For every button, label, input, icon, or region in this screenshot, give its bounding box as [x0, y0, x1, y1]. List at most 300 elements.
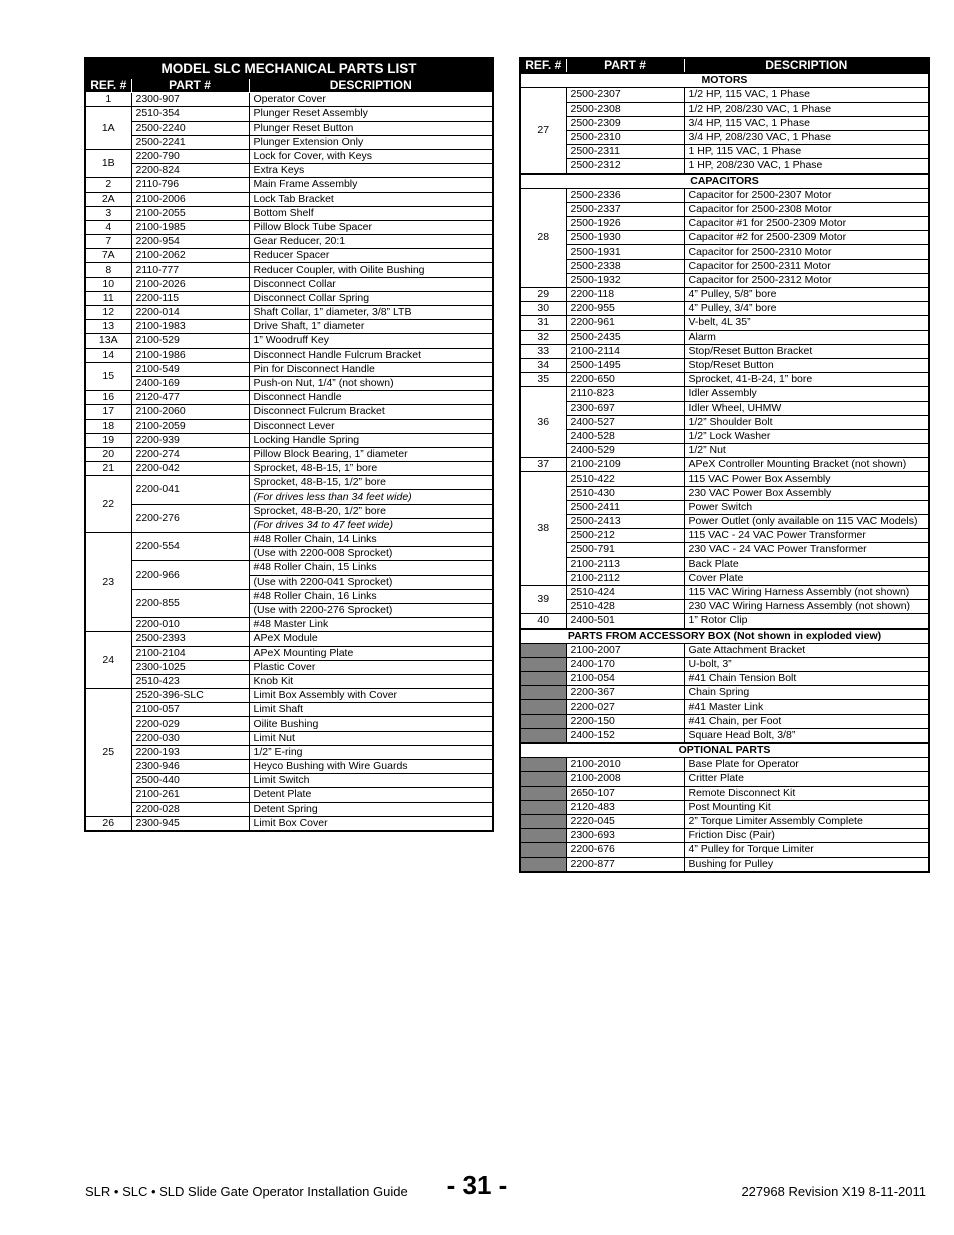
section-title: OPTIONAL PARTS — [520, 743, 929, 758]
table-row — [85, 249, 493, 263]
part-number: 2510-428 — [566, 600, 684, 614]
part-number: 2500-1931 — [566, 245, 684, 259]
table-row — [85, 306, 493, 320]
part-description: 1” Woodruff Key — [249, 334, 493, 348]
part-description: Sprocket, 48-B-15, 1” bore — [249, 462, 493, 476]
part-number: 2510-354 — [131, 107, 249, 121]
right-parts-table — [519, 57, 930, 873]
part-description: Stop/Reset Button — [684, 358, 929, 372]
page-number: - 31 - — [446, 1170, 508, 1200]
table-row — [520, 529, 929, 543]
part-description: Heyco Bushing with Wire Guards — [249, 760, 493, 774]
table-row — [85, 745, 493, 759]
part-description: 3/4 HP, 208/230 VAC, 1 Phase — [684, 130, 929, 144]
table-row — [520, 429, 929, 443]
part-description: 1/2” Shoulder Bolt — [684, 415, 929, 429]
part-number: 2500-2337 — [566, 202, 684, 216]
section-row — [520, 629, 929, 644]
part-number: 2100-2010 — [566, 758, 684, 772]
table-row — [520, 758, 929, 772]
ref-cell: 15 — [85, 362, 131, 390]
table-row — [85, 802, 493, 816]
table-row — [520, 116, 929, 130]
table-row — [520, 515, 929, 529]
table-row — [520, 373, 929, 387]
table-row — [520, 273, 929, 287]
table-row — [85, 263, 493, 277]
table-row — [85, 348, 493, 362]
table-row — [85, 433, 493, 447]
part-number: 2500-440 — [131, 774, 249, 788]
part-description: APeX Mounting Plate — [249, 646, 493, 660]
part-number: 2200-010 — [131, 618, 249, 632]
part-description: 1/2 HP, 208/230 VAC, 1 Phase — [684, 102, 929, 116]
table-row — [85, 164, 493, 178]
ref-cell-blank — [520, 843, 566, 857]
part-description: Lock Tab Bracket — [249, 192, 493, 206]
header-ref: REF. # — [85, 79, 131, 93]
part-number: 2200-118 — [566, 288, 684, 302]
part-description: 115 VAC Wiring Harness Assembly (not shown) — [684, 585, 929, 599]
part-number: 2100-2059 — [131, 419, 249, 433]
ref-cell: 40 — [520, 614, 566, 629]
table-row — [85, 291, 493, 305]
part-description: Limit Nut — [249, 731, 493, 745]
header-part: PART # — [131, 79, 249, 93]
table-row — [520, 472, 929, 486]
table-row — [85, 334, 493, 348]
ref-cell: 34 — [520, 358, 566, 372]
part-description: Capacitor for 2500-2307 Motor — [684, 188, 929, 202]
header-part: PART # — [566, 58, 684, 73]
ref-cell: 4 — [85, 220, 131, 234]
ref-cell: 39 — [520, 585, 566, 613]
table-row — [520, 786, 929, 800]
part-description: Bottom Shelf — [249, 206, 493, 220]
part-description: Lock for Cover, with Keys — [249, 149, 493, 163]
part-description: Detent Plate — [249, 788, 493, 802]
part-number: 2650-107 — [566, 786, 684, 800]
part-description: U-bolt, 3” — [684, 657, 929, 671]
ref-cell: 10 — [85, 277, 131, 291]
part-number: 2500-2311 — [566, 145, 684, 159]
part-number: 2200-276 — [131, 504, 249, 532]
part-number: 2200-027 — [566, 700, 684, 714]
part-description: 1 HP, 115 VAC, 1 Phase — [684, 145, 929, 159]
part-description: #41 Chain, per Foot — [684, 714, 929, 728]
table-row — [520, 316, 929, 330]
table-row — [520, 571, 929, 585]
part-number: 2200-367 — [566, 686, 684, 700]
table-row — [520, 800, 929, 814]
part-description: Oilite Bushing — [249, 717, 493, 731]
part-number: 2520-396-SLC — [131, 689, 249, 703]
part-number: 2500-2310 — [566, 130, 684, 144]
ref-cell: 25 — [85, 689, 131, 817]
table-row — [520, 330, 929, 344]
part-number: 2500-2307 — [566, 88, 684, 102]
part-number: 2100-2008 — [566, 772, 684, 786]
table-row — [85, 93, 493, 107]
table-row — [520, 600, 929, 614]
part-description: Pillow Block Tube Spacer — [249, 220, 493, 234]
part-description: Detent Spring — [249, 802, 493, 816]
ref-cell-blank — [520, 700, 566, 714]
part-number: 2200-193 — [131, 745, 249, 759]
table-row — [520, 557, 929, 571]
part-number: 2200-041 — [131, 476, 249, 504]
table-row — [520, 401, 929, 415]
table-row — [520, 387, 929, 401]
ref-cell: 26 — [85, 816, 131, 831]
table-row — [85, 447, 493, 461]
part-description: 1/2 HP, 115 VAC, 1 Phase — [684, 88, 929, 102]
part-description: #41 Chain Tension Bolt — [684, 672, 929, 686]
table-row — [85, 121, 493, 135]
table-row — [85, 618, 493, 632]
part-number: 2500-2393 — [131, 632, 249, 646]
part-number: 2200-650 — [566, 373, 684, 387]
part-number: 2200-877 — [566, 857, 684, 872]
part-number: 2100-057 — [131, 703, 249, 717]
part-description: 230 VAC Power Box Assembly — [684, 486, 929, 500]
part-description: Knob Kit — [249, 674, 493, 688]
part-description: 3/4 HP, 115 VAC, 1 Phase — [684, 116, 929, 130]
part-number: 2100-529 — [131, 334, 249, 348]
part-description: Post Mounting Kit — [684, 800, 929, 814]
part-number: 2300-907 — [131, 93, 249, 107]
part-description: #48 Master Link — [249, 618, 493, 632]
ref-cell: 7A — [85, 249, 131, 263]
part-number: 2200-029 — [131, 717, 249, 731]
part-description: Critter Plate — [684, 772, 929, 786]
ref-cell: 17 — [85, 405, 131, 419]
part-description: Locking Handle Spring — [249, 433, 493, 447]
part-number: 2100-054 — [566, 672, 684, 686]
footer-revision: 227968 Revision X19 8-11-2011 — [741, 1184, 926, 1199]
part-number: 2200-824 — [131, 164, 249, 178]
part-description: #48 Roller Chain, 16 Links — [249, 589, 493, 603]
part-number: 2220-045 — [566, 814, 684, 828]
part-description: Reducer Coupler, with Oilite Bushing — [249, 263, 493, 277]
part-description: Limit Box Assembly with Cover — [249, 689, 493, 703]
table-row — [520, 686, 929, 700]
table-row — [520, 643, 929, 657]
part-description: Disconnect Collar Spring — [249, 291, 493, 305]
part-description: 1/2” E-ring — [249, 745, 493, 759]
ref-cell-blank — [520, 714, 566, 728]
table-title-row — [85, 58, 493, 79]
part-number: 2100-2060 — [131, 405, 249, 419]
table-row — [520, 102, 929, 116]
table-row — [520, 728, 929, 743]
ref-cell: 19 — [85, 433, 131, 447]
table-row — [520, 358, 929, 372]
part-description: APeX Controller Mounting Bracket (not shown) — [684, 458, 929, 472]
table-row — [520, 500, 929, 514]
table-row — [520, 829, 929, 843]
table-row — [85, 689, 493, 703]
part-number: 2100-2113 — [566, 557, 684, 571]
header-row — [520, 58, 929, 73]
part-number: 2400-529 — [566, 444, 684, 458]
table-row — [520, 543, 929, 557]
header-row — [85, 79, 493, 93]
part-description: 115 VAC Power Box Assembly — [684, 472, 929, 486]
part-number: 2100-549 — [131, 362, 249, 376]
ref-cell: 20 — [85, 447, 131, 461]
part-number: 2300-697 — [566, 401, 684, 415]
part-description: Sprocket, 48-B-20, 1/2” bore — [249, 504, 493, 518]
part-description: Plunger Reset Button — [249, 121, 493, 135]
table-row — [520, 145, 929, 159]
table-row — [85, 589, 493, 603]
part-number: 2100-2112 — [566, 571, 684, 585]
ref-cell: 32 — [520, 330, 566, 344]
table-row — [520, 444, 929, 458]
table-row — [520, 857, 929, 872]
part-number: 2500-2240 — [131, 121, 249, 135]
table-row — [85, 391, 493, 405]
part-number: 2400-528 — [566, 429, 684, 443]
table-row — [85, 376, 493, 390]
table-row — [520, 814, 929, 828]
ref-cell: 33 — [520, 344, 566, 358]
ref-cell: 27 — [520, 88, 566, 174]
part-description: Chain Spring — [684, 686, 929, 700]
part-number: 2200-855 — [131, 589, 249, 617]
part-number: 2100-2007 — [566, 643, 684, 657]
table-row — [85, 149, 493, 163]
ref-cell: 3 — [85, 206, 131, 220]
part-description: 1 HP, 208/230 VAC, 1 Phase — [684, 159, 929, 174]
ref-cell: 13A — [85, 334, 131, 348]
part-number: 2510-423 — [131, 674, 249, 688]
part-description: #48 Roller Chain, 14 Links — [249, 533, 493, 547]
part-number: 2500-2413 — [566, 515, 684, 529]
part-number: 2200-939 — [131, 433, 249, 447]
part-number: 2100-2062 — [131, 249, 249, 263]
part-description: Limit Shaft — [249, 703, 493, 717]
ref-cell: 1 — [85, 93, 131, 107]
table-row — [85, 760, 493, 774]
table-row — [85, 419, 493, 433]
part-description: Capacitor #2 for 2500-2309 Motor — [684, 231, 929, 245]
table-row — [520, 714, 929, 728]
part-description: 230 VAC - 24 VAC Power Transformer — [684, 543, 929, 557]
table-row — [85, 476, 493, 490]
table-row — [520, 159, 929, 174]
part-number: 2500-1932 — [566, 273, 684, 287]
part-description: Shaft Collar, 1” diameter, 3/8” LTB — [249, 306, 493, 320]
table-row — [520, 772, 929, 786]
table-row — [520, 231, 929, 245]
table-row — [520, 259, 929, 273]
part-number: 2200-954 — [131, 235, 249, 249]
part-description: Gear Reducer, 20:1 — [249, 235, 493, 249]
table-row — [520, 217, 929, 231]
section-title: CAPACITORS — [520, 174, 929, 189]
part-description: Reducer Spacer — [249, 249, 493, 263]
part-number: 2500-791 — [566, 543, 684, 557]
part-number: 2200-955 — [566, 302, 684, 316]
part-number: 2300-945 — [131, 816, 249, 831]
part-number: 2510-430 — [566, 486, 684, 500]
part-number: 2300-946 — [131, 760, 249, 774]
part-number: 2510-422 — [566, 472, 684, 486]
part-description: Extra Keys — [249, 164, 493, 178]
ref-cell: 18 — [85, 419, 131, 433]
part-description: Drive Shaft, 1” diameter — [249, 320, 493, 334]
part-description: Operator Cover — [249, 93, 493, 107]
part-description: Plunger Extension Only — [249, 135, 493, 149]
part-description: Capacitor for 2500-2310 Motor — [684, 245, 929, 259]
part-description: V-belt, 4L 35” — [684, 316, 929, 330]
ref-cell: 11 — [85, 291, 131, 305]
part-number: 2510-424 — [566, 585, 684, 599]
ref-cell-blank — [520, 758, 566, 772]
part-number: 2100-1983 — [131, 320, 249, 334]
section-row — [520, 174, 929, 189]
part-description: 2” Torque Limiter Assembly Complete — [684, 814, 929, 828]
table-row — [85, 206, 493, 220]
section-row — [520, 73, 929, 88]
part-description: Disconnect Fulcrum Bracket — [249, 405, 493, 419]
part-number: 2200-676 — [566, 843, 684, 857]
table-row — [520, 458, 929, 472]
part-description: APeX Module — [249, 632, 493, 646]
table-row — [85, 788, 493, 802]
part-number: 2200-028 — [131, 802, 249, 816]
part-number: 2500-2241 — [131, 135, 249, 149]
part-description: Capacitor for 2500-2311 Motor — [684, 259, 929, 273]
part-description: Plunger Reset Assembly — [249, 107, 493, 121]
ref-cell: 16 — [85, 391, 131, 405]
table-row — [520, 288, 929, 302]
ref-cell: 2A — [85, 192, 131, 206]
part-description: #41 Master Link — [684, 700, 929, 714]
part-number: 2120-477 — [131, 391, 249, 405]
part-description: Base Plate for Operator — [684, 758, 929, 772]
part-number: 2120-483 — [566, 800, 684, 814]
part-number: 2110-823 — [566, 387, 684, 401]
ref-cell: 12 — [85, 306, 131, 320]
ref-cell: 22 — [85, 476, 131, 533]
table-row — [85, 731, 493, 745]
table-row — [85, 220, 493, 234]
part-description: Limit Box Cover — [249, 816, 493, 831]
part-number: 2100-261 — [131, 788, 249, 802]
part-description: Cover Plate — [684, 571, 929, 585]
part-number: 2100-1985 — [131, 220, 249, 234]
section-row — [520, 743, 929, 758]
part-number: 2110-777 — [131, 263, 249, 277]
part-description: Idler Assembly — [684, 387, 929, 401]
part-number: 2100-2114 — [566, 344, 684, 358]
part-description: Main Frame Assembly — [249, 178, 493, 192]
part-description-note: (Use with 2200-041 Sprocket) — [249, 575, 493, 589]
part-description: Friction Disc (Pair) — [684, 829, 929, 843]
part-number: 2200-030 — [131, 731, 249, 745]
part-description: Remote Disconnect Kit — [684, 786, 929, 800]
table-row — [520, 245, 929, 259]
part-number: 2200-014 — [131, 306, 249, 320]
ref-cell-blank — [520, 728, 566, 743]
table-row — [85, 632, 493, 646]
table-row — [85, 674, 493, 688]
part-number: 2200-274 — [131, 447, 249, 461]
footer-guide-title: SLR • SLC • SLD Slide Gate Operator Installation Guide — [85, 1184, 408, 1199]
part-number: 2200-150 — [566, 714, 684, 728]
part-number: 2400-501 — [566, 614, 684, 629]
table-row — [85, 405, 493, 419]
ref-cell: 35 — [520, 373, 566, 387]
ref-cell: 29 — [520, 288, 566, 302]
part-description-note: (For drives less than 34 feet wide) — [249, 490, 493, 504]
ref-cell: 1B — [85, 149, 131, 177]
part-number: 2200-554 — [131, 533, 249, 561]
part-description: 4” Pulley for Torque Limiter — [684, 843, 929, 857]
part-number: 2200-966 — [131, 561, 249, 589]
table-row — [520, 302, 929, 316]
table-row — [520, 415, 929, 429]
part-description: 115 VAC - 24 VAC Power Transformer — [684, 529, 929, 543]
table-row — [520, 130, 929, 144]
table-row — [520, 188, 929, 202]
part-number: 2500-2308 — [566, 102, 684, 116]
ref-cell-blank — [520, 829, 566, 843]
part-description: 4” Pulley, 3/4” bore — [684, 302, 929, 316]
part-number: 2500-2309 — [566, 116, 684, 130]
part-description: Disconnect Collar — [249, 277, 493, 291]
part-number: 2200-790 — [131, 149, 249, 163]
part-description: Disconnect Handle — [249, 391, 493, 405]
part-number: 2400-527 — [566, 415, 684, 429]
ref-cell-blank — [520, 772, 566, 786]
table-row — [85, 107, 493, 121]
part-description: Plastic Cover — [249, 660, 493, 674]
part-number: 2400-170 — [566, 657, 684, 671]
part-description: 4” Pulley, 5/8” bore — [684, 288, 929, 302]
part-number: 2400-152 — [566, 728, 684, 743]
ref-cell: 13 — [85, 320, 131, 334]
part-description: Disconnect Lever — [249, 419, 493, 433]
table-row — [520, 344, 929, 358]
table-row — [85, 703, 493, 717]
part-number: 2500-2312 — [566, 159, 684, 174]
part-description: 1/2” Nut — [684, 444, 929, 458]
ref-cell: 21 — [85, 462, 131, 476]
ref-cell: 36 — [520, 387, 566, 458]
part-number: 2400-169 — [131, 376, 249, 390]
part-number: 2100-2104 — [131, 646, 249, 660]
part-number: 2200-042 — [131, 462, 249, 476]
ref-cell-blank — [520, 814, 566, 828]
part-description: Sprocket, 41-B-24, 1” bore — [684, 373, 929, 387]
part-number: 2200-115 — [131, 291, 249, 305]
part-description: Limit Switch — [249, 774, 493, 788]
table-row — [85, 504, 493, 518]
table-row — [85, 192, 493, 206]
part-description: Back Plate — [684, 557, 929, 571]
ref-cell: 38 — [520, 472, 566, 586]
left-parts-table — [84, 57, 494, 832]
table-title: MODEL SLC MECHANICAL PARTS LIST — [85, 58, 493, 79]
part-description: 1/2” Lock Washer — [684, 429, 929, 443]
table-row — [85, 362, 493, 376]
ref-cell-blank — [520, 657, 566, 671]
ref-cell: 8 — [85, 263, 131, 277]
